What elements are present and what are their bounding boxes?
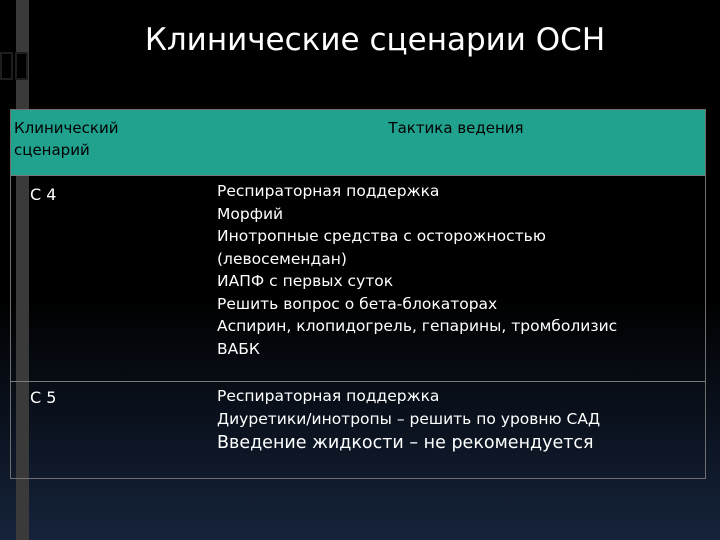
row-divider	[11, 381, 705, 382]
table-header	[11, 110, 705, 175]
scenario-cell: С 5	[30, 388, 57, 407]
tactics-cell	[217, 385, 699, 456]
tactics-cell	[217, 180, 699, 360]
tactic-item: Инотропные средства с осторожностью	[217, 227, 546, 245]
tactic-item: Респираторная поддержка	[217, 182, 440, 200]
header-scenario: Клинический сценарий	[14, 119, 119, 159]
tactic-item: ИАПФ с первых суток	[217, 272, 394, 290]
scenario-cell: С 4	[30, 185, 57, 204]
tactic-item: Морфий	[217, 204, 284, 223]
tactic-item: Респираторная поддержка	[217, 387, 440, 405]
tactic-item: Диуретики/инотропы – решить по уровню САД	[217, 409, 601, 428]
header-tactics: Тактика ведения	[388, 119, 524, 137]
decorative-square	[0, 52, 13, 80]
slide-title: Клинические сценарии ОСН	[144, 22, 606, 58]
tactic-item: ВАБК	[217, 339, 260, 358]
row-divider	[11, 175, 705, 176]
tactic-item: (левосемендан)	[217, 249, 347, 268]
tactic-item: Аспирин, клопидогрель, гепарины, тромболизис	[217, 317, 618, 335]
tactics-table	[10, 109, 706, 479]
decorative-square	[15, 52, 28, 80]
tactic-item: Введение жидкости – не рекомендуется	[217, 433, 594, 453]
tactic-item: Решить вопрос о бета-блокаторах	[217, 294, 498, 313]
